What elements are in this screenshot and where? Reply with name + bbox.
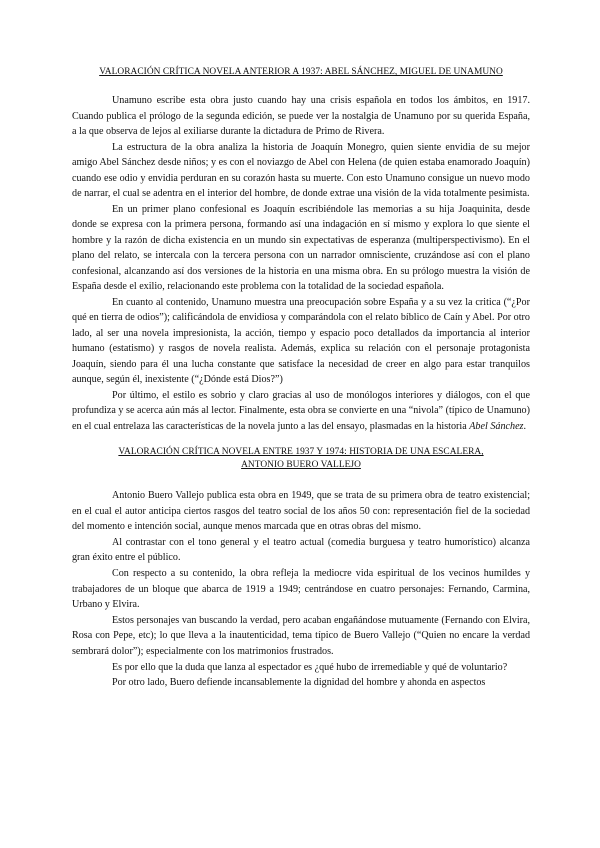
paragraph: Antonio Buero Vallejo publica esta obra en 1949, que se trata de su primera obra de teatro existencial; en el cual el autor anticipa ciertos rasgos del teatro social de los años 50 con: representación fiel de la sociedad del momento e intención social, aunque menos marcada que en otras obras del mismo. [72,490,530,533]
paragraph-final-end: . [523,420,527,432]
paragraph: Estos personajes van buscando la verdad, pero acaban engañándose mutuamente (Fernando con Elvira, Rosa con Pepe, etc); lo que lleva a la inautenticidad, tema típico de Buero Vallejo (“Quien no encare la verdad sembrará dolor”); especialmente con los matrimonios frustrados. [72,614,530,657]
paragraph: Es por ello que la duda que lanza al espectador es ¿qué hubo de irremediable y qué de voluntario? [112,661,508,673]
section-unamuno [72,66,530,434]
paragraph: Al contrastar con el tono general y el teatro actual (comedia burguesa y teatro humorístico) alcanza gran éxito entre el público. [72,536,530,564]
section-heading-unamuno: VALORACIÓN CRÍTICA NOVELA ANTERIOR A 1937: ABEL SÁNCHEZ, MIGUEL DE UNAMUNO [99,67,503,77]
paragraph: Unamuno escribe esta obra justo cuando hay una crisis española en todos los ámbitos, en 1917. Cuando publica el prólogo de la segunda edición, se puede ver la nostalgia de Unamuno por su querida España, a la que observa de lejos al exiliarse durante la dictadura de Primo de Rivera. [72,95,530,137]
section-heading-buero-vallejo [72,446,530,472]
paragraph-final-text: Por último, el estilo es sobrio y claro gracias al uso de monólogos interiores y diálogos, con el que profundiza y se acerca aún más al lector. Finalmente, esta obra se convierte en una “nivola” (típico de Unamuno) en el cual entrelaza las características de la novela junto a las del ensayo, plasmadas en la historia [72,389,530,432]
section-buero-vallejo [72,446,530,691]
paragraph-final [72,388,530,435]
book-title: Abel Sánchez [469,420,524,432]
heading-line-2: ANTONIO BUERO VALLEJO [241,460,361,470]
document-body [72,66,530,691]
paragraph: En cuanto al contenido, Unamuno muestra una preocupación sobre España y a su vez la critica (“¿Por qué en tierra de odios”); calificándola de envidiosa y comparándola con el relato bíblico de Caín y Abel. Por otro lado, al ser una novela impresionista, la acción, tiempo y espacio poco detallados da importancia al interior humano (estatismo) y rasgos de novela realista. Además, explica su relación con el personaje protagonista Joaquín, siendo para él una lucha constante que satisface la necesidad de creer en algo para estar tranquilos aunque, según él, inexistente (“¿Dónde está Dios?”) [72,296,530,385]
paragraph: Con respecto a su contenido, la obra refleja la mediocre vida espiritual de los vecinos humildes y trabajadores de un bloque que abarca de 1919 a 1949; centrándose en cuatro personajes: Fernando, Carmina, Urbano y Elvira. [72,567,530,611]
paragraph: En un primer plano confesional es Joaquín escribiéndole las memorias a su hija Joaquinita, desde donde se expresa con la primera persona, formando así una indagación en sí mismo y explora lo que siente el hombre y la razón de dicha existencia en un mundo sin expectativas de esperanza (multiperspectivismo). En el plano del relato, se intercala con la tercera persona con un narrador omnisciente, cruzándose así con el plano confesional, alcanzando así dos versiones de la historia en una misma obra. En su prólogo muestra la visión de España desde el exilio, relacionando este problema con la totalidad de la sociedad española. [72,203,530,292]
heading-line-1: VALORACIÓN CRÍTICA NOVELA ENTRE 1937 Y 1974: HISTORIA DE UNA ESCALERA, [118,447,484,457]
paragraph: La estructura de la obra analiza la historia de Joaquín Monegro, quien siente envidia de su mejor amigo Abel Sánchez desde niños; y es con el noviazgo de Abel con Helena (de quien estaba enamorado Joaquín) cuando ese odio y envidia perduran en su corazón hasta su muerte. Con esto Unamuno consigue un nuevo modo de narrar, el cual se adentra en el interior del hombre, de donde extrae una visión de la vida totalmente pesimista. [72,141,530,199]
paragraph: Por otro lado, Buero defiende incansablemente la dignidad del hombre y ahonda en aspectos [112,677,486,689]
